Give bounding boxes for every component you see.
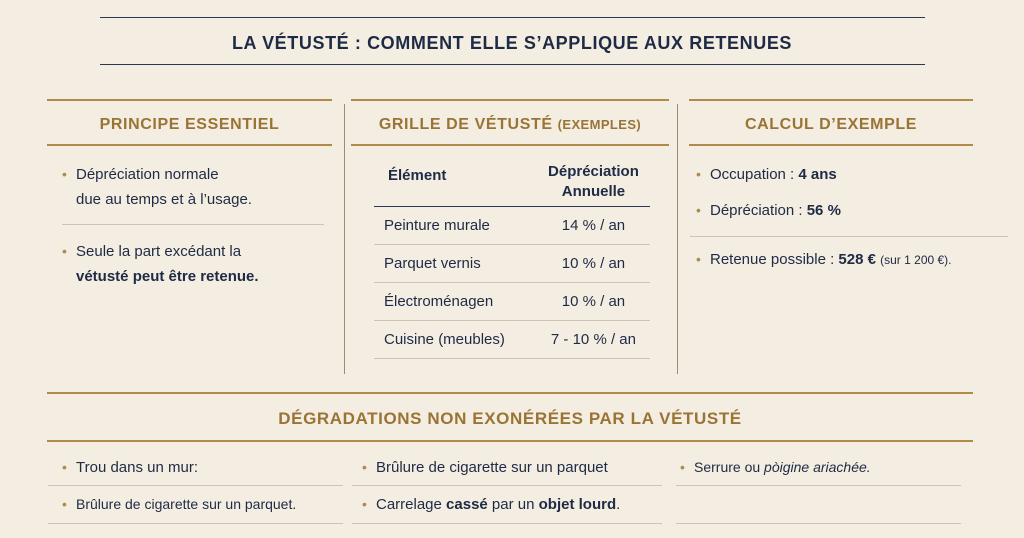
degradation-text: Trou dans un mur:: [76, 459, 198, 476]
bullet-dot-icon: •: [62, 459, 67, 475]
calc-divider: [690, 236, 1008, 237]
page-title: LA VÉTUSTÉ : COMMENT ELLE S’APPLIQUE AUX RETENUES: [231, 33, 793, 53]
column-divider-1: [344, 104, 345, 374]
degradation-text-pre: Carrelage: [376, 496, 447, 513]
header-dep-line2: Annuelle: [561, 183, 626, 200]
principle-bullet-2-line1: Seule la part excédant la: [76, 243, 242, 260]
bullet-dot-icon: •: [362, 496, 367, 512]
table-row: [374, 207, 650, 245]
calc-depreciation: [696, 198, 841, 223]
row-rate: 10 % / an: [537, 245, 650, 283]
header-dep-line1: Dépréciation: [548, 163, 639, 180]
table-row: [374, 245, 650, 283]
degradation-text-end: .: [616, 496, 621, 513]
bullet-dot-icon: •: [62, 243, 67, 259]
row-element: Électroménagen: [374, 283, 537, 321]
calc-occupation: [696, 162, 837, 187]
header-depreciation: [537, 158, 650, 207]
table-row: [374, 321, 650, 359]
calc-bottom-rule: [689, 144, 973, 146]
calc-top-rule: [689, 99, 973, 101]
grid-heading-suffix: (EXEMPLES): [557, 117, 642, 132]
degradation-text-cassé: cassé: [446, 496, 488, 513]
principle-bullet-2-line2: vétusté peut être retenue.: [76, 268, 259, 285]
bullet-dot-icon: •: [62, 166, 67, 182]
degradation-item: [362, 455, 608, 480]
bullet-dot-icon: •: [362, 459, 367, 475]
calc-retenue: [696, 247, 952, 273]
degradation-text: Serrure ou: [694, 459, 765, 475]
degradation-divider: [352, 523, 662, 524]
bullet-dot-icon: •: [696, 166, 701, 182]
bullet-dot-icon: •: [696, 251, 701, 267]
principle-bullet-1-line1: Dépréciation normale: [76, 166, 219, 183]
row-element: Parquet vernis: [374, 245, 537, 283]
bullet-dot-icon: •: [62, 496, 67, 512]
occupation-label: Occupation :: [710, 166, 799, 183]
degradation-text: Brûlure de cigarette sur un parquet.: [76, 496, 297, 512]
title-top-rule: [100, 17, 925, 18]
depreciation-value: 56 %: [806, 202, 841, 219]
occupation-value: 4 ans: [798, 166, 837, 183]
row-rate: 14 % / an: [537, 207, 650, 245]
principle-heading: PRINCIPE ESSENTIEL: [99, 116, 280, 133]
degradation-item: [62, 455, 198, 480]
bullet-dot-icon: •: [680, 459, 685, 475]
row-element: Cuisine (meubles): [374, 321, 537, 359]
principle-bottom-rule: [47, 144, 332, 146]
table-header-row: [374, 158, 650, 207]
row-rate: 10 % / an: [537, 283, 650, 321]
degradation-text-bold: objet lourd: [538, 496, 617, 513]
table-row: [374, 283, 650, 321]
degradation-item: [362, 492, 621, 517]
degradation-divider: [352, 485, 662, 486]
retenue-value: 528 €: [838, 251, 876, 268]
grid-heading: [351, 116, 669, 134]
bullet-dot-icon: •: [696, 202, 701, 218]
principle-bullet-2: [62, 239, 259, 289]
degradation-divider: [48, 523, 343, 524]
principle-bullet-1-line2: due au temps et à l’usage.: [76, 191, 252, 208]
degradation-item: [680, 455, 871, 480]
grid-heading-main: GRILLE DE VÉTUSTÉ: [378, 116, 553, 133]
degradation-text-mid: par un: [487, 496, 539, 513]
calc-heading: CALCUL D’EXEMPLE: [745, 116, 917, 133]
row-element: Peinture murale: [374, 207, 537, 245]
principle-bullet-1: [62, 162, 252, 212]
degradations-heading: DÉGRADATIONS NON EXONÉRÉES PAR LA VÉTUSTÉ: [278, 409, 742, 428]
retenue-note: (sur 1 200 €).: [880, 253, 952, 267]
degradation-text: Brûlure de cigarette sur un parquet: [376, 459, 608, 476]
retenue-label: Retenue possible :: [710, 251, 839, 268]
row-rate: 7 - 10 % / an: [537, 321, 650, 359]
grid-top-rule: [351, 99, 669, 101]
degradation-divider: [676, 523, 961, 524]
vetuste-table: [374, 158, 650, 359]
header-element: Élément: [374, 158, 537, 207]
depreciation-label: Dépréciation :: [710, 202, 807, 219]
grid-bottom-rule: [351, 144, 669, 146]
degradation-text-italic: pòigine ariachée.: [764, 459, 871, 475]
degradation-divider: [676, 485, 961, 486]
principle-divider: [62, 224, 324, 225]
principle-top-rule: [47, 99, 332, 101]
degradation-divider: [48, 485, 343, 486]
column-divider-2: [677, 104, 678, 374]
title-bottom-rule: [100, 64, 925, 65]
degradations-bottom-rule: [47, 440, 973, 442]
degradation-item: [62, 492, 297, 517]
degradations-top-rule: [47, 392, 973, 394]
